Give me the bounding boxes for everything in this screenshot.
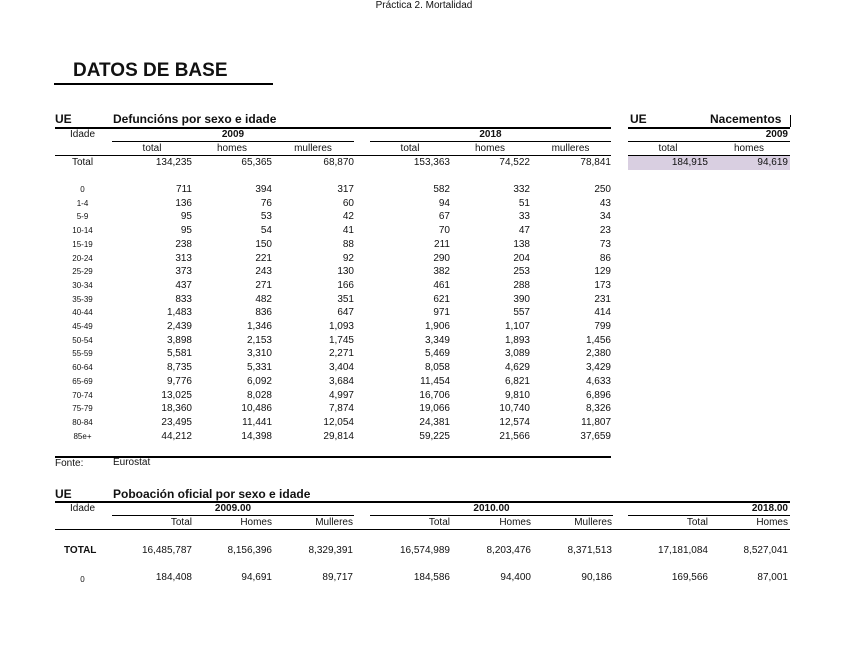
deaths-cell: 313	[175, 253, 192, 264]
deaths-cell: 3,404	[328, 362, 354, 373]
deaths-total-cell: 65,365	[241, 157, 272, 168]
deaths-cell: 836	[255, 307, 272, 318]
population-subheader: Mulleres	[574, 517, 612, 528]
deaths-region: UE	[55, 112, 72, 126]
deaths-cell: 3,898	[166, 335, 192, 346]
deaths-cell: 6,092	[246, 376, 272, 387]
deaths-cell: 8,735	[166, 362, 192, 373]
deaths-cell: 1,906	[424, 321, 450, 332]
deaths-age-label: 5-9	[76, 212, 89, 221]
population-subheader: Homes	[240, 517, 272, 528]
title-underline	[54, 83, 273, 85]
deaths-cell: 70	[438, 225, 450, 236]
deaths-cell: 11,441	[242, 417, 272, 428]
population-year1-rule	[112, 515, 354, 516]
deaths-cell: 2,153	[246, 335, 272, 346]
deaths-age-label: 65-69	[72, 377, 93, 386]
deaths-cell: 33	[518, 211, 530, 222]
deaths-year1: 2009	[221, 129, 245, 140]
population-total-label: TOTAL	[64, 545, 97, 556]
deaths-cell: 3,684	[328, 376, 354, 387]
deaths-cell: 5,469	[424, 348, 450, 359]
deaths-cell: 1,893	[504, 335, 530, 346]
deaths-total-cell: 153,363	[413, 157, 450, 168]
deaths-year2: 2018	[479, 129, 502, 140]
deaths-cell: 390	[513, 294, 530, 305]
deaths-cell: 12,054	[323, 417, 354, 428]
deaths-cell: 86	[599, 253, 611, 264]
population-year1: 2009.00	[214, 503, 252, 514]
deaths-age-label: 85e+	[73, 432, 92, 441]
deaths-cell: 54	[260, 225, 272, 236]
population-year3: 2018.00	[751, 503, 788, 514]
deaths-cell: 3,089	[504, 348, 530, 359]
population-year3-rule	[628, 515, 790, 516]
deaths-cell: 557	[513, 307, 530, 318]
deaths-cell: 3,349	[424, 335, 450, 346]
deaths-cell: 414	[594, 307, 611, 318]
deaths-age-label: 55-59	[72, 349, 93, 358]
deaths-age-label: 15-19	[72, 240, 93, 249]
population-region: UE	[55, 487, 72, 501]
deaths-age-label: 40-44	[72, 308, 93, 317]
deaths-cell: 4,633	[585, 376, 611, 387]
deaths-cell: 37,659	[580, 431, 611, 442]
deaths-cell: 60	[342, 198, 354, 209]
population-year2-rule	[370, 515, 613, 516]
population-total-cell: 16,485,787	[141, 545, 192, 556]
deaths-cell: 253	[513, 266, 530, 277]
births-total-homes: 94,619	[757, 157, 788, 168]
deaths-cell: 799	[594, 321, 611, 332]
deaths-age-label: 35-39	[72, 295, 93, 304]
population-total-cell: 8,156,396	[227, 545, 272, 556]
deaths-cell: 2,439	[166, 321, 192, 332]
deaths-year2-rule	[370, 141, 611, 142]
deaths-cell: 5,581	[166, 348, 192, 359]
deaths-total-cell: 68,870	[323, 157, 354, 168]
deaths-cell: 8,028	[246, 390, 272, 401]
deaths-cell: 5,331	[246, 362, 272, 373]
deaths-cell: 16,706	[419, 390, 450, 401]
deaths-cell: 582	[433, 184, 450, 195]
deaths-header-rule	[55, 155, 611, 156]
deaths-cell: 136	[175, 198, 192, 209]
deaths-cell: 351	[337, 294, 354, 305]
deaths-age-label: 0	[80, 185, 85, 194]
deaths-cell: 621	[433, 294, 450, 305]
deaths-total-cell: 134,235	[155, 157, 192, 168]
deaths-age-label: 25-29	[72, 267, 93, 276]
deaths-cell: 211	[434, 239, 450, 250]
deaths-total-cell: 74,522	[499, 157, 530, 168]
deaths-cell: 51	[518, 198, 530, 209]
deaths-cell: 317	[337, 184, 354, 195]
deaths-cell: 9,776	[166, 376, 192, 387]
deaths-age-label: 75-79	[72, 404, 93, 413]
deaths-cell: 18,360	[161, 403, 192, 414]
deaths-age-label: 10-14	[72, 226, 93, 235]
deaths-cell: 1,107	[504, 321, 530, 332]
deaths-cell: 4,629	[504, 362, 530, 373]
deaths-cell: 238	[175, 239, 192, 250]
deaths-cell: 19,066	[419, 403, 450, 414]
deaths-cell: 67	[438, 211, 450, 222]
deaths-cell: 166	[337, 280, 354, 291]
deaths-cell: 41	[342, 225, 354, 236]
deaths-cell: 6,821	[504, 376, 530, 387]
deaths-cell: 8,058	[424, 362, 450, 373]
deaths-cell: 173	[594, 280, 611, 291]
deaths-cell: 88	[342, 239, 354, 250]
deaths-cell: 1,483	[166, 307, 192, 318]
population-subheader: Homes	[499, 517, 531, 528]
deaths-cell: 243	[255, 266, 272, 277]
deaths-total-cell: 78,841	[580, 157, 611, 168]
deaths-total-label: Total	[71, 157, 94, 168]
deaths-cell: 833	[175, 294, 192, 305]
deaths-cell: 11,807	[581, 417, 611, 428]
deaths-age-label: 80-84	[72, 418, 93, 427]
deaths-cell: 3,429	[585, 362, 611, 373]
deaths-cell: 2,271	[328, 348, 354, 359]
deaths-cell: 53	[260, 211, 272, 222]
deaths-subheader: homes	[216, 143, 247, 154]
deaths-cell: 1,346	[246, 321, 272, 332]
population-subheader: Mulleres	[315, 517, 353, 528]
deaths-cell: 10,740	[499, 403, 530, 414]
population-header-rule	[55, 529, 790, 530]
population-section-title: Poboación oficial por sexo e idade	[113, 487, 311, 501]
deaths-cell: 3,310	[246, 348, 272, 359]
deaths-cell: 6,896	[585, 390, 611, 401]
deaths-age-label: 30-34	[72, 281, 93, 290]
deaths-subheader: mulleres	[551, 143, 590, 154]
deaths-age-label: 45-49	[72, 322, 93, 331]
deaths-cell: 29,814	[323, 431, 354, 442]
population-row0-cell: 184,408	[155, 572, 192, 583]
deaths-cell: 461	[433, 280, 450, 291]
deaths-cell: 2,380	[585, 348, 611, 359]
deaths-cell: 9,810	[504, 390, 530, 401]
population-row0-cell: 90,186	[581, 572, 612, 583]
deaths-cell: 647	[337, 307, 354, 318]
population-row0-cell: 169,566	[671, 572, 708, 583]
deaths-subheader: total	[400, 143, 420, 154]
population-row0-cell: 87,001	[757, 572, 788, 583]
deaths-age-label: 1-4	[76, 199, 89, 208]
population-subheader: Homes	[756, 517, 788, 528]
deaths-cell: 94	[438, 198, 450, 209]
deaths-cell: 14,398	[241, 431, 272, 442]
births-sub-homes: homes	[733, 143, 764, 154]
deaths-cell: 1,456	[585, 335, 611, 346]
page-header: Práctica 2. Mortalidad	[375, 0, 473, 11]
deaths-cell: 13,025	[161, 390, 192, 401]
deaths-age-label: 60-64	[72, 363, 93, 372]
population-row0-cell: 94,691	[241, 572, 272, 583]
deaths-cell: 204	[513, 253, 530, 264]
deaths-age-label: 50-54	[72, 336, 93, 345]
deaths-cell: 332	[513, 184, 530, 195]
births-section-title: Nacementos	[710, 112, 782, 126]
deaths-cell: 437	[175, 280, 192, 291]
deaths-cell: 8,326	[585, 403, 611, 414]
deaths-age-header: Idade	[69, 129, 96, 140]
deaths-cell: 711	[176, 184, 192, 195]
deaths-cell: 44,212	[161, 431, 192, 442]
deaths-age-label: 70-74	[72, 391, 93, 400]
deaths-subheader: mulleres	[294, 143, 332, 154]
deaths-cell: 59,225	[419, 431, 450, 442]
population-total-cell: 8,371,513	[567, 545, 612, 556]
deaths-cell: 24,381	[419, 417, 450, 428]
deaths-cell: 4,997	[328, 390, 354, 401]
deaths-cell: 42	[342, 211, 354, 222]
source-label: Fonte:	[55, 458, 84, 469]
population-row0-cell: 184,586	[413, 572, 450, 583]
births-region: UE	[630, 112, 647, 126]
deaths-cell: 23	[599, 225, 611, 236]
population-row0-cell: 89,717	[322, 572, 353, 583]
births-year: 2009	[765, 129, 788, 140]
population-subheader: Total	[686, 517, 708, 528]
deaths-subheader: homes	[474, 143, 505, 154]
deaths-cell: 34	[599, 211, 611, 222]
births-year-rule	[628, 141, 790, 142]
deaths-section-title: Defuncións por sexo e idade	[113, 112, 277, 126]
deaths-cell: 12,574	[499, 417, 530, 428]
deaths-cell: 95	[180, 211, 192, 222]
population-total-cell: 8,527,041	[743, 545, 788, 556]
source-value: Eurostat	[113, 457, 151, 468]
deaths-cell: 271	[255, 280, 272, 291]
deaths-cell: 150	[255, 239, 272, 250]
deaths-cell: 394	[255, 184, 272, 195]
deaths-cell: 373	[175, 266, 192, 277]
deaths-cell: 47	[518, 225, 530, 236]
deaths-cell: 1,093	[328, 321, 354, 332]
deaths-cell: 382	[433, 266, 450, 277]
births-cell-border	[790, 115, 791, 127]
population-year2: 2010.00	[473, 503, 510, 514]
births-total: 184,915	[671, 157, 708, 168]
deaths-cell: 288	[513, 280, 530, 291]
deaths-cell: 11,454	[420, 376, 450, 387]
deaths-cell: 1,745	[328, 335, 354, 346]
deaths-cell: 7,874	[328, 403, 354, 414]
deaths-cell: 76	[260, 198, 272, 209]
deaths-cell: 95	[180, 225, 192, 236]
population-total-cell: 16,574,989	[399, 545, 450, 556]
population-subheader: Total	[170, 517, 192, 528]
population-total-cell: 17,181,084	[657, 545, 708, 556]
deaths-cell: 43	[599, 198, 611, 209]
deaths-cell: 971	[433, 307, 450, 318]
deaths-subheader: total	[142, 143, 162, 154]
population-age-header: Idade	[69, 503, 96, 514]
deaths-cell: 482	[255, 294, 272, 305]
deaths-cell: 221	[255, 253, 272, 264]
population-row0-cell: 94,400	[500, 572, 531, 583]
deaths-cell: 129	[594, 266, 611, 277]
population-subheader: Total	[428, 517, 450, 528]
deaths-cell: 21,566	[499, 431, 530, 442]
deaths-cell: 92	[342, 253, 354, 264]
population-total-cell: 8,329,391	[308, 545, 353, 556]
deaths-cell: 23,495	[161, 417, 192, 428]
deaths-cell: 231	[594, 294, 611, 305]
deaths-cell: 250	[594, 184, 611, 195]
population-row0-label: 0	[80, 575, 85, 584]
page-title: DATOS DE BASE	[73, 60, 228, 81]
population-total-cell: 8,203,476	[486, 545, 531, 556]
deaths-age-label: 20-24	[72, 254, 93, 263]
deaths-cell: 73	[599, 239, 611, 250]
deaths-cell: 290	[433, 253, 450, 264]
deaths-cell: 130	[337, 266, 354, 277]
deaths-year1-rule	[112, 141, 354, 142]
deaths-cell: 10,486	[241, 403, 272, 414]
births-sub-total: total	[658, 143, 678, 154]
deaths-cell: 138	[513, 239, 530, 250]
